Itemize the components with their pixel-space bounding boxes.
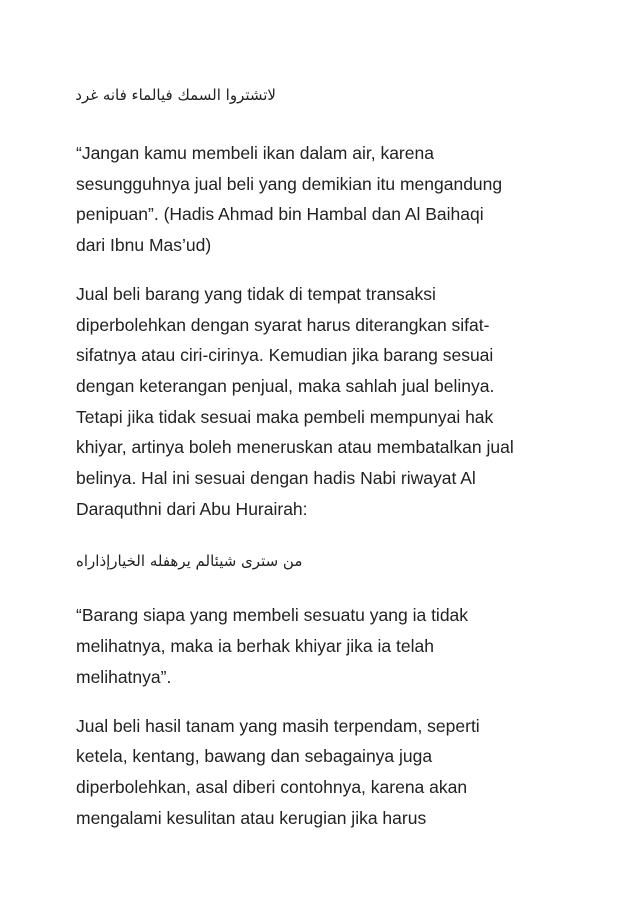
paragraph-line: sesungguhnya jual beli yang demikian itu mengandung bbox=[76, 173, 503, 194]
paragraph-line: melihatnya, maka ia berhak khiyar jika ia telah bbox=[76, 636, 434, 657]
paragraph-line: Jual beli hasil tanam yang masih terpendam, seperti bbox=[76, 715, 480, 736]
paragraph-line: belinya. Hal ini sesuai dengan hadis Nabi riwayat Al bbox=[76, 468, 476, 489]
paragraph-line: diperbolehkan dengan syarat harus diterangkan sifat- bbox=[76, 314, 490, 335]
paragraph-line: Tetapi jika tidak sesuai maka pembeli mempunyai hak bbox=[76, 406, 494, 427]
paragraph-line: dengan keterangan penjual, maka sahlah jual belinya. bbox=[76, 375, 495, 396]
paragraph-line: sifatnya atau ciri-cirinya. Kemudian jika barang sesuai bbox=[76, 345, 494, 366]
paragraph-line: “Jangan kamu membeli ikan dalam air, karena bbox=[76, 143, 434, 163]
arabic-hadith-text: لاتشتروا السمك فيالماء فانه غرد bbox=[75, 86, 276, 104]
paragraph-line: dari Ibnu Mas’ud) bbox=[76, 235, 212, 256]
hadith-translation-paragraph bbox=[76, 600, 576, 692]
paragraph-line: diperbolehkan, asal diberi contohnya, karena akan bbox=[76, 776, 468, 797]
document-page bbox=[76, 82, 576, 833]
hadith-translation-paragraph bbox=[76, 138, 576, 261]
explanation-paragraph bbox=[76, 711, 576, 834]
paragraph-line: ketela, kentang, bawang dan sebagainya juga bbox=[76, 746, 433, 767]
paragraph-line: mengalami kesulitan atau kerugian jika harus bbox=[76, 807, 427, 828]
paragraph-line: Daraquthni dari Abu Hurairah: bbox=[76, 498, 308, 519]
paragraph-line: “Barang siapa yang membeli sesuatu yang ia tidak bbox=[76, 605, 469, 626]
explanation-paragraph bbox=[76, 279, 576, 525]
paragraph-line: khiyar, artinya boleh meneruskan atau membatalkan jual bbox=[76, 437, 514, 458]
arabic-hadith-text: من سترى شيئالم يرهفله الخيارإذاراه bbox=[76, 552, 303, 571]
paragraph-line: penipuan”. (Hadis Ahmad bin Hambal dan Al Baihaqi bbox=[76, 204, 484, 225]
paragraph-line: melihatnya”. bbox=[76, 666, 172, 687]
paragraph-line: Jual beli barang yang tidak di tempat transaksi bbox=[76, 283, 436, 304]
